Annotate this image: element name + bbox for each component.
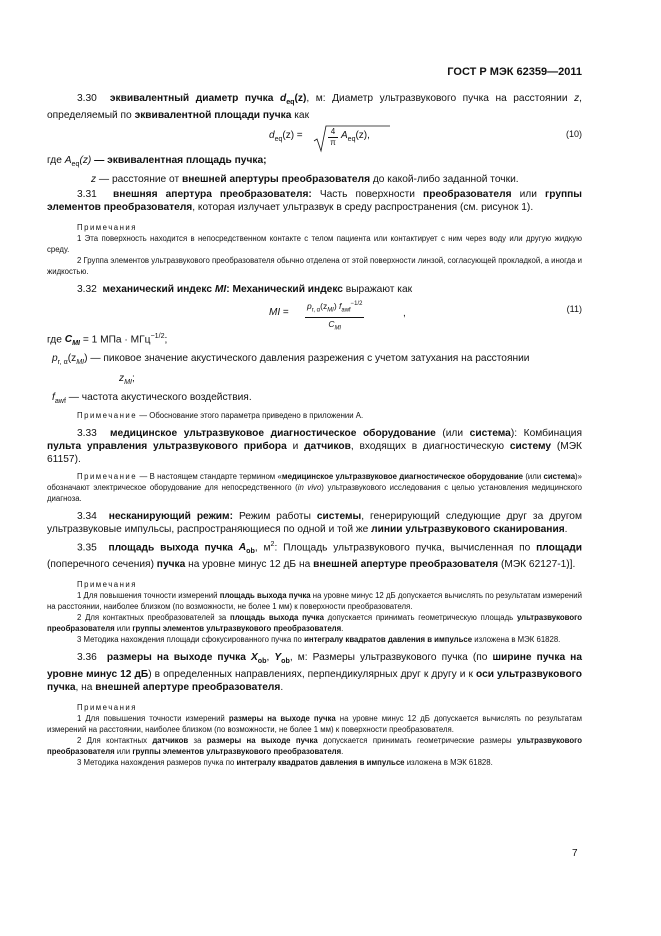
notes-title: Примечания xyxy=(77,703,138,713)
clause-3-30: 3.30 эквивалентный диаметр пучка $d_{eq}(z)$, м: Диаметр ультразвукового пучка на расстоянии z, определяемый по эквивалентной площади пучка как xyxy=(47,93,582,122)
clause-3-33: 3.33 медицинское ультразвуковое диагностическое оборудование (или система): Комбинация пульта управления ультразвукового прибора и датчиков, входящих в диагностическую систему (МЭК 61157). xyxy=(47,427,582,465)
note: 3 Методика нахождения площади сфокусированного пучка по интегралу квадратов давления в импульсе изложена в МЭК 61828. xyxy=(77,635,561,644)
page-number: 7 xyxy=(572,848,578,859)
page-body xyxy=(47,92,582,768)
note: 1 Для повышения точности измерений площадь выхода пучка на уровне минус 12 дБ допускается вычислять по результатам измерений на расстоянии, наиболее близком (по возможности, не более 1 мм) к поверхности преобразователя. xyxy=(47,591,582,611)
clause-3-31: 3.31 внешняя апертура преобразователя: Часть поверхности преобразователя или группы элементов преобразователя, которая излучает ультразвук в среду распространения (см. рисунок 1). xyxy=(47,189,582,214)
where-pr-tail: $z_{MI}$; xyxy=(119,372,135,386)
notes-title: Примечания xyxy=(77,223,138,233)
document-header: ГОСТ Р МЭК 62359—2011 xyxy=(447,66,582,78)
note: 2 Группа элементов ультразвукового преобразователя обычно отделена от этой поверхности линзой, согласующей прокладкой, а иногда и жидкостью. xyxy=(47,256,582,277)
clause-3-34: 3.34 несканирующий режим: Режим работы системы, генерирующий следующие друг за другом ультразвуковые импульсы, распространяющиеся по одной и той же линии ультразвукового сканирования. xyxy=(47,510,582,535)
note: 1 Эта поверхность находится в непосредственном контакте с телом пациента или контактирует с ним через воду или другую жидкую среду. xyxy=(47,234,582,255)
where-z: z — расстояние от внешней апертуры преобразователя до какой-либо заданной точки. xyxy=(91,174,519,186)
notes-title: Примечания xyxy=(77,580,138,589)
formula-10: $d_{eq}(z)$ = 4 π $A_{eq}(z)$, (10) xyxy=(47,124,582,154)
clause-3-35: 3.35 площадь выхода пучка $A_{ob}$, $м^2$: Площадь ультразвукового пучка, вычисленная по площади (поперечного сечения) пучка на уровне минус 12 дБ на внешней апертуре преобразователя (МЭК 62127-1)]. xyxy=(47,539,582,570)
note: 2 Для контактных преобразователей за площадь выхода пучка допускается принимать геометрическую площадь ультразвукового преобразователя или группы элементов ультразвукового преобразователя. xyxy=(47,613,582,633)
note: Примечание — Обоснование этого параметра приведено в приложении А. xyxy=(77,410,364,420)
clause-3-36: 3.36 размеры на выходе пучка $X_{ob}$, $Y_{ob}$, м: Размеры ультразвукового пучка (по ширине пучка на уровне минус 12 дБ) в определенных направлениях, перпендикулярных друг к другу и к оси ультразвукового пучка, на внешней апертуре преобразователя. xyxy=(47,652,582,694)
formula-11: MI = $p_{r, \alpha}(z_{MI})$ $f_{awf}^{-1/2}$ $C_{MI}$ , (11) xyxy=(47,298,582,330)
clause-3-32: 3.32 механический индекс MI: Механический индекс выражают как xyxy=(77,284,413,296)
where-fawf: $f_{awf}$ — частота акустического воздействия. xyxy=(52,391,252,405)
where-cmi: где $C_{MI} = 1$ МПа · МГц$^{-1/2}$; xyxy=(47,332,168,348)
where-pr: $p_{r, \alpha}(z_{MI})$ — пиковое значение акустического давления разрежения с учетом затухания на расстоянии xyxy=(52,353,530,367)
where-aeq: где $A_{eq}(z)$ — эквивалентная площадь пучка; xyxy=(47,155,267,169)
note: 1 Для повышения точности измерений размеры на выходе пучка на уровне минус 12 дБ допускается вычислять по результатам измерений на расстоянии, наиболее близком (по возможности, не более 1 мм) к поверхности преобразователя. xyxy=(47,714,582,735)
note: Примечание — В настоящем стандарте термином «медицинское ультразвуковое диагностическое оборудование (или система)» обозначают электрическое оборудование для непосредственного (in vivo) ультразвукового исследования с целью установления медицинского диагноза. xyxy=(47,471,582,503)
note: 3 Методика нахождения размеров пучка по интегралу квадратов давления в импульсе изложена в МЭК 61828. xyxy=(77,758,493,768)
note: 2 Для контактных датчиков за размеры на выходе пучка допускается принимать геометрические размеры ультразвукового преобразователя или группы элементов ультразвукового преобразователя. xyxy=(47,736,582,757)
